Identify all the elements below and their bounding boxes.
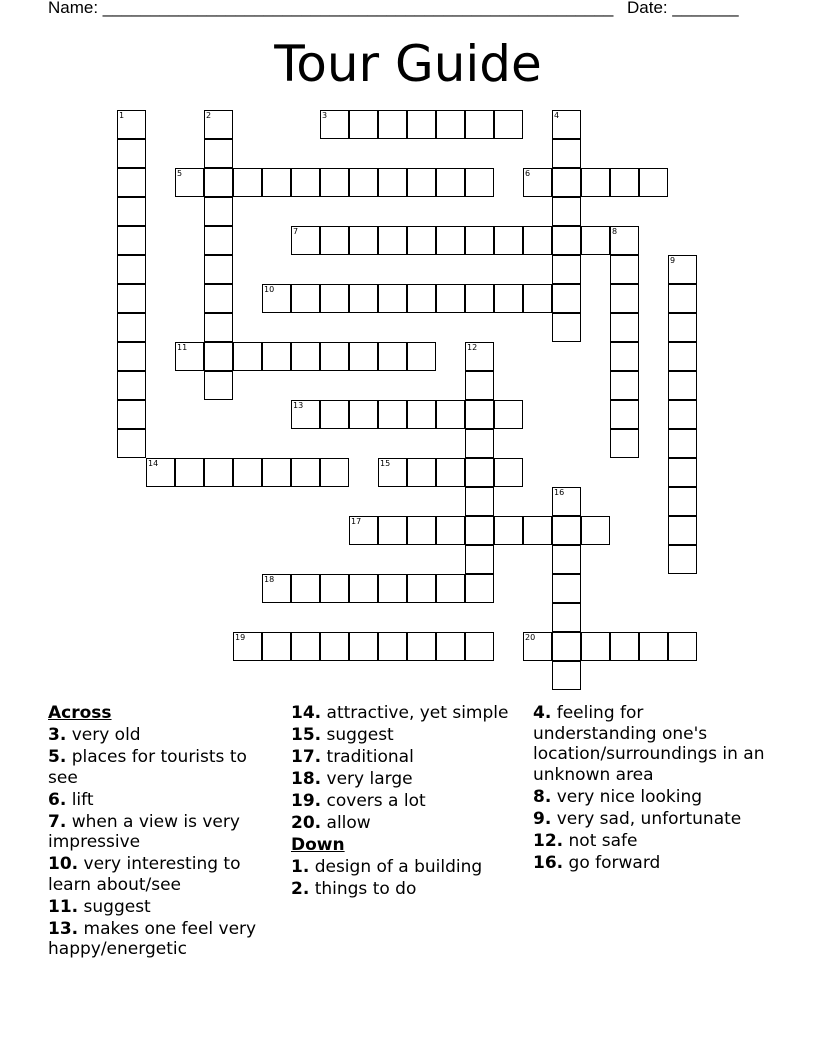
grid-cell[interactable] [349,284,378,313]
grid-cell[interactable] [378,342,407,371]
clue-number-9: 9 [670,256,676,265]
grid-cell[interactable] [465,516,494,545]
grid-cell[interactable] [291,574,320,603]
grid-cell[interactable] [204,226,233,255]
grid-cell[interactable] [349,110,378,139]
clue-across-10: 10. very interesting to learn about/see [48,854,241,895]
grid-cell[interactable] [407,226,436,255]
grid-cell[interactable] [668,632,697,661]
grid-cell[interactable] [494,110,523,139]
grid-cell[interactable] [639,168,668,197]
grid-cell[interactable] [465,284,494,313]
grid-cell[interactable] [320,226,349,255]
clue-down-4: 4. feeling for understanding one's location/surroundings in an unknown area [533,703,765,785]
across-heading: Across [48,703,112,723]
grid-cell[interactable] [204,458,233,487]
grid-cell[interactable] [436,458,465,487]
grid-cell[interactable] [320,284,349,313]
clue-number-3: 3 [322,111,328,120]
grid-cell[interactable] [610,632,639,661]
grid-cell[interactable] [610,313,639,342]
grid-cell[interactable] [349,400,378,429]
grid-cell[interactable] [204,284,233,313]
grid-cell[interactable] [581,168,610,197]
grid-cell[interactable] [668,516,697,545]
clue-across-7: 7. when a view is very impressive [48,811,240,852]
down-heading: Down [291,835,345,855]
grid-cell[interactable] [378,226,407,255]
grid-cell[interactable] [552,545,581,574]
grid-cell[interactable] [668,429,697,458]
clue-number-20: 20 [525,633,536,642]
grid-cell[interactable] [610,400,639,429]
grid-cell[interactable] [436,168,465,197]
grid-cell[interactable] [610,255,639,284]
grid-cell[interactable] [610,429,639,458]
grid-cell[interactable] [320,632,349,661]
clue-down-1: 1. design of a building [291,857,483,877]
grid-cell[interactable] [465,168,494,197]
grid-cell[interactable] [465,574,494,603]
grid-cell[interactable] [610,284,639,313]
grid-cell[interactable] [378,110,407,139]
grid-cell[interactable] [436,574,465,603]
clue-across-14: 14. attractive, yet simple [291,703,509,723]
clue-across-17: 17. traditional [291,747,414,767]
grid-cell[interactable] [117,284,146,313]
grid-cell[interactable] [465,110,494,139]
clue-number-18: 18 [264,575,275,584]
grid-cell[interactable] [436,400,465,429]
grid-cell[interactable] [262,632,291,661]
clue-across-6: 6. lift [48,789,94,810]
grid-cell[interactable] [465,545,494,574]
grid-cell[interactable] [407,168,436,197]
grid-cell[interactable] [117,429,146,458]
grid-cell[interactable] [204,139,233,168]
grid-cell[interactable] [436,632,465,661]
grid-cell[interactable] [552,284,581,313]
name-date-line [48,0,739,18]
grid-cell[interactable] [117,255,146,284]
grid-cell[interactable] [117,313,146,342]
grid-cell[interactable] [117,168,146,197]
clue-across-5: 5. places for tourists to see [48,747,247,788]
clue-across-3: 3. very old [48,725,141,745]
grid-cell[interactable] [117,197,146,226]
grid-cell[interactable] [552,661,581,690]
grid-cell[interactable] [610,371,639,400]
grid-cell[interactable] [639,632,668,661]
grid-cell[interactable] [523,284,552,313]
grid-cell[interactable] [378,516,407,545]
grid-cell[interactable] [117,226,146,255]
grid-cell[interactable] [465,458,494,487]
grid-cell[interactable] [552,255,581,284]
grid-cell[interactable] [552,603,581,632]
grid-cell[interactable] [668,284,697,313]
grid-cell[interactable] [262,458,291,487]
clue-number-15: 15 [380,459,391,468]
grid-cell[interactable] [204,313,233,342]
clue-number-2: 2 [206,111,212,120]
grid-cell[interactable] [407,342,436,371]
grid-cell[interactable] [320,574,349,603]
grid-cell[interactable] [378,284,407,313]
grid-cell[interactable] [349,574,378,603]
grid-cell[interactable] [291,458,320,487]
grid-cell[interactable] [436,110,465,139]
grid-cell[interactable] [407,284,436,313]
grid-cell[interactable] [494,516,523,545]
grid-cell[interactable] [320,342,349,371]
grid-cell[interactable] [175,458,204,487]
grid-cell[interactable] [262,342,291,371]
clue-across-19: 19. covers a lot [291,791,426,811]
grid-cell[interactable] [552,313,581,342]
grid-cell[interactable] [668,313,697,342]
clue-down-9: 9. very sad, unfortunate [533,808,742,829]
clue-number-1: 1 [119,111,125,120]
grid-cell[interactable] [349,632,378,661]
clue-number-11: 11 [177,343,188,352]
clue-number-5: 5 [177,169,183,178]
grid-cell[interactable] [581,226,610,255]
clue-down-8: 8. very nice looking [533,786,703,807]
grid-cell[interactable] [349,168,378,197]
grid-cell[interactable] [204,255,233,284]
clues-column-2 [291,703,523,901]
grid-cell[interactable] [552,139,581,168]
clue-number-19: 19 [235,633,246,642]
clue-down-12: 12. not safe [533,830,638,851]
grid-cell[interactable] [436,284,465,313]
grid-cell[interactable] [233,458,262,487]
grid-cell[interactable] [320,458,349,487]
grid-cell[interactable] [378,168,407,197]
grid-cell[interactable] [320,400,349,429]
grid-cell[interactable] [117,400,146,429]
clue-number-17: 17 [351,517,362,526]
grid-cell[interactable] [581,632,610,661]
clue-across-13: 13. makes one feel very happy/energetic [48,918,257,959]
clue-across-20: 20. allow [291,813,371,833]
grid-cell[interactable] [349,342,378,371]
grid-cell[interactable] [465,429,494,458]
grid-cell[interactable] [523,226,552,255]
clue-number-12: 12 [467,343,478,352]
grid-cell[interactable] [291,284,320,313]
grid-cell[interactable] [204,197,233,226]
grid-cell[interactable] [436,226,465,255]
grid-cell[interactable] [233,342,262,371]
clue-number-14: 14 [148,459,159,468]
grid-cell[interactable] [262,168,291,197]
clue-number-4: 4 [554,111,560,120]
grid-cell[interactable] [407,632,436,661]
grid-cell[interactable] [349,226,378,255]
name-label: Name: ______________________________________________________ [48,0,614,17]
grid-cell[interactable] [204,371,233,400]
clue-across-15: 15. suggest [291,725,394,745]
clue-down-2: 2. things to do [291,879,417,899]
grid-cell[interactable] [552,574,581,603]
grid-cell[interactable] [291,168,320,197]
grid-cell[interactable] [494,226,523,255]
grid-cell[interactable] [610,342,639,371]
clue-number-7: 7 [293,227,299,236]
grid-cell[interactable] [465,487,494,516]
grid-cell[interactable] [668,400,697,429]
clue-across-11: 11. suggest [48,896,151,917]
grid-cell[interactable] [465,400,494,429]
clue-number-16: 16 [554,488,565,497]
grid-cell[interactable] [407,110,436,139]
clue-across-18: 18. very large [291,769,413,789]
grid-cell[interactable] [581,516,610,545]
grid-cell[interactable] [552,168,581,197]
grid-cell[interactable] [407,458,436,487]
clues-column-1 [48,703,280,961]
grid-cell[interactable] [407,516,436,545]
clue-number-6: 6 [525,169,531,178]
grid-cell[interactable] [494,400,523,429]
grid-cell[interactable] [407,574,436,603]
grid-cell[interactable] [320,168,349,197]
grid-cell[interactable] [465,632,494,661]
grid-cell[interactable] [494,458,523,487]
clue-number-10: 10 [264,285,275,294]
grid-cell[interactable] [117,371,146,400]
clue-number-8: 8 [612,227,618,236]
grid-cell[interactable] [523,516,552,545]
grid-cell[interactable] [668,342,697,371]
date-label: Date: _______ [627,0,739,17]
grid-cell[interactable] [494,284,523,313]
clues-column-3 [533,703,765,875]
grid-cell[interactable] [552,632,581,661]
clue-down-16: 16. go forward [533,852,661,873]
grid-cell[interactable] [204,168,233,197]
grid-cell[interactable] [233,168,262,197]
grid-cell[interactable] [610,168,639,197]
grid-cell[interactable] [552,226,581,255]
grid-cell[interactable] [291,342,320,371]
grid-cell[interactable] [291,632,320,661]
grid-cell[interactable] [668,545,697,574]
grid-cell[interactable] [436,516,465,545]
grid-cell[interactable] [668,371,697,400]
grid-cell[interactable] [552,197,581,226]
clue-number-13: 13 [293,401,304,410]
grid-cell[interactable] [117,342,146,371]
grid-cell[interactable] [117,139,146,168]
grid-cell[interactable] [465,371,494,400]
grid-cell[interactable] [378,574,407,603]
puzzle-title: Tour Guide [274,35,542,93]
grid-cell[interactable] [465,226,494,255]
grid-cell[interactable] [378,400,407,429]
grid-cell[interactable] [407,400,436,429]
grid-cell[interactable] [668,458,697,487]
grid-cell[interactable] [552,516,581,545]
grid-cell[interactable] [204,342,233,371]
grid-cell[interactable] [378,632,407,661]
grid-cell[interactable] [668,487,697,516]
